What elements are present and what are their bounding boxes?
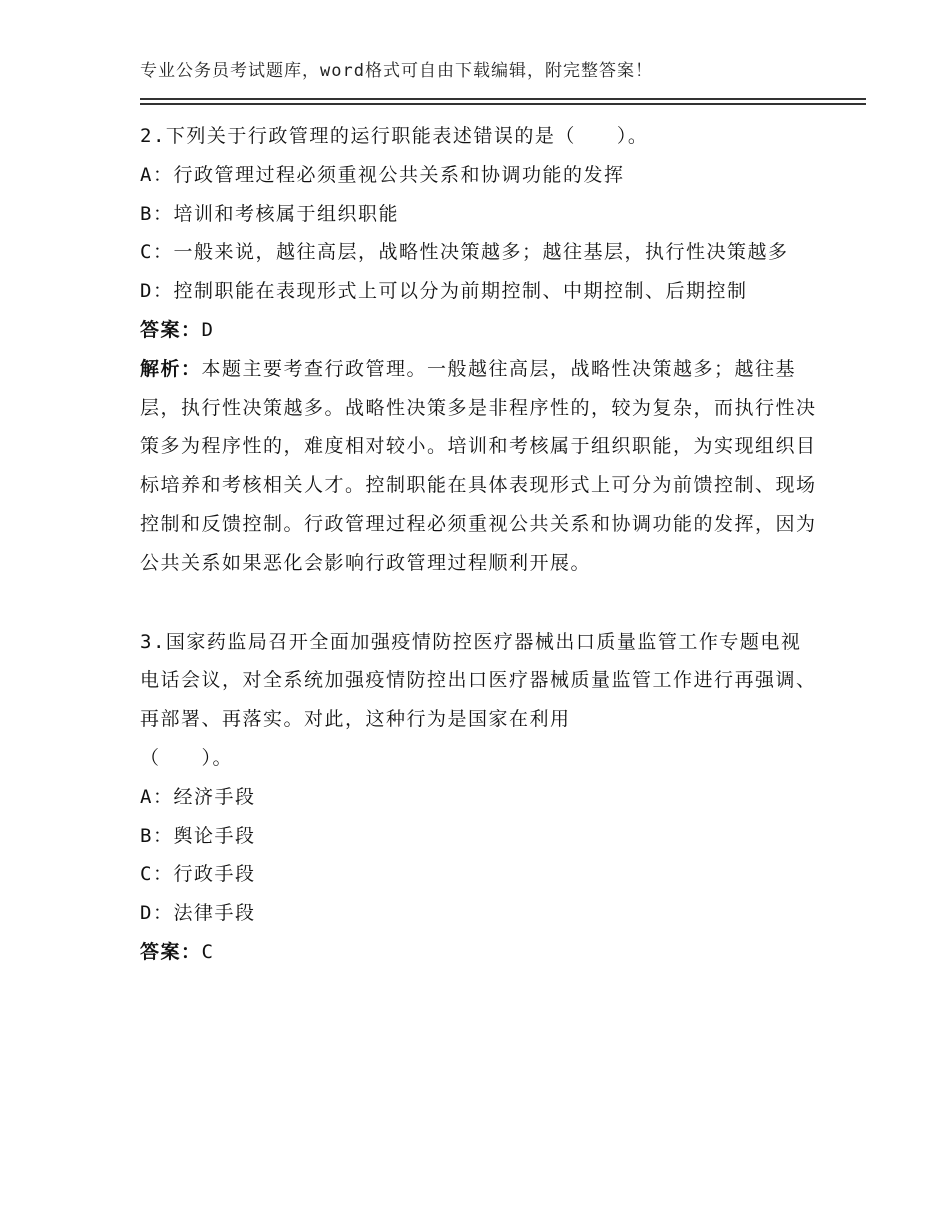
- question-3-option-c: C：行政手段: [140, 863, 256, 886]
- question-2-answer: [140, 311, 820, 350]
- analysis-text: 本题主要考查行政管理。一般越往高层，战略性决策越多；越往基层，执行性决策越多。战略性决策多是非程序性的，较为复杂，而执行性决策多为程序性的，难度相对较小。培训和考核属于组织职能，为实现组织目标培养和考核相关人才。控制职能在具体表现形式上可分为前馈控制、现场控制和反馈控制。行政管理过程必须重视公共关系和协调功能的发挥，因为公共关系如果恶化会影响行政管理过程顺利开展。: [140, 357, 817, 574]
- question-content: [140, 117, 820, 972]
- answer-value: D: [201, 318, 215, 341]
- question-3-option-d: D：法律手段: [140, 902, 256, 925]
- page-header: 专业公务员考试题库，word格式可自由下载编辑，附完整答案！: [140, 61, 653, 81]
- answer-label: 答案：: [140, 318, 202, 341]
- question-2-option-a: A：行政管理过程必须重视公共关系和协调功能的发挥: [140, 163, 625, 186]
- answer-label: 答案：: [140, 940, 202, 963]
- question-3-stem-tail: （ ）。: [140, 746, 234, 769]
- question-3-option-a: A：经济手段: [140, 785, 256, 808]
- analysis-label: 解析：: [140, 357, 202, 380]
- question-2-analysis: [140, 350, 820, 583]
- answer-value: C: [201, 940, 215, 963]
- question-spacer: [140, 583, 820, 623]
- question-3-answer: [140, 933, 820, 972]
- question-2-option-c: C：一般来说，越往高层，战略性决策越多；越往基层，执行性决策越多: [140, 241, 789, 264]
- question-3-stem: 3.国家药监局召开全面加强疫情防控医疗器械出口质量监管工作专题电视电话会议，对全系统加强疫情防控出口医疗器械质量监管工作进行再强调、再部署、再落实。对此，这种行为是国家在利用: [140, 630, 817, 731]
- question-3-option-b: B：舆论手段: [140, 824, 256, 847]
- header-divider-bottom: [140, 103, 866, 105]
- header-divider-top: [140, 98, 866, 100]
- question-2-option-b: B：培训和考核属于组织职能: [140, 202, 399, 225]
- question-2-option-d: D：控制职能在表现形式上可以分为前期控制、中期控制、后期控制: [140, 280, 748, 303]
- question-2-stem: 2.下列关于行政管理的运行职能表述错误的是（ ）。: [140, 125, 649, 147]
